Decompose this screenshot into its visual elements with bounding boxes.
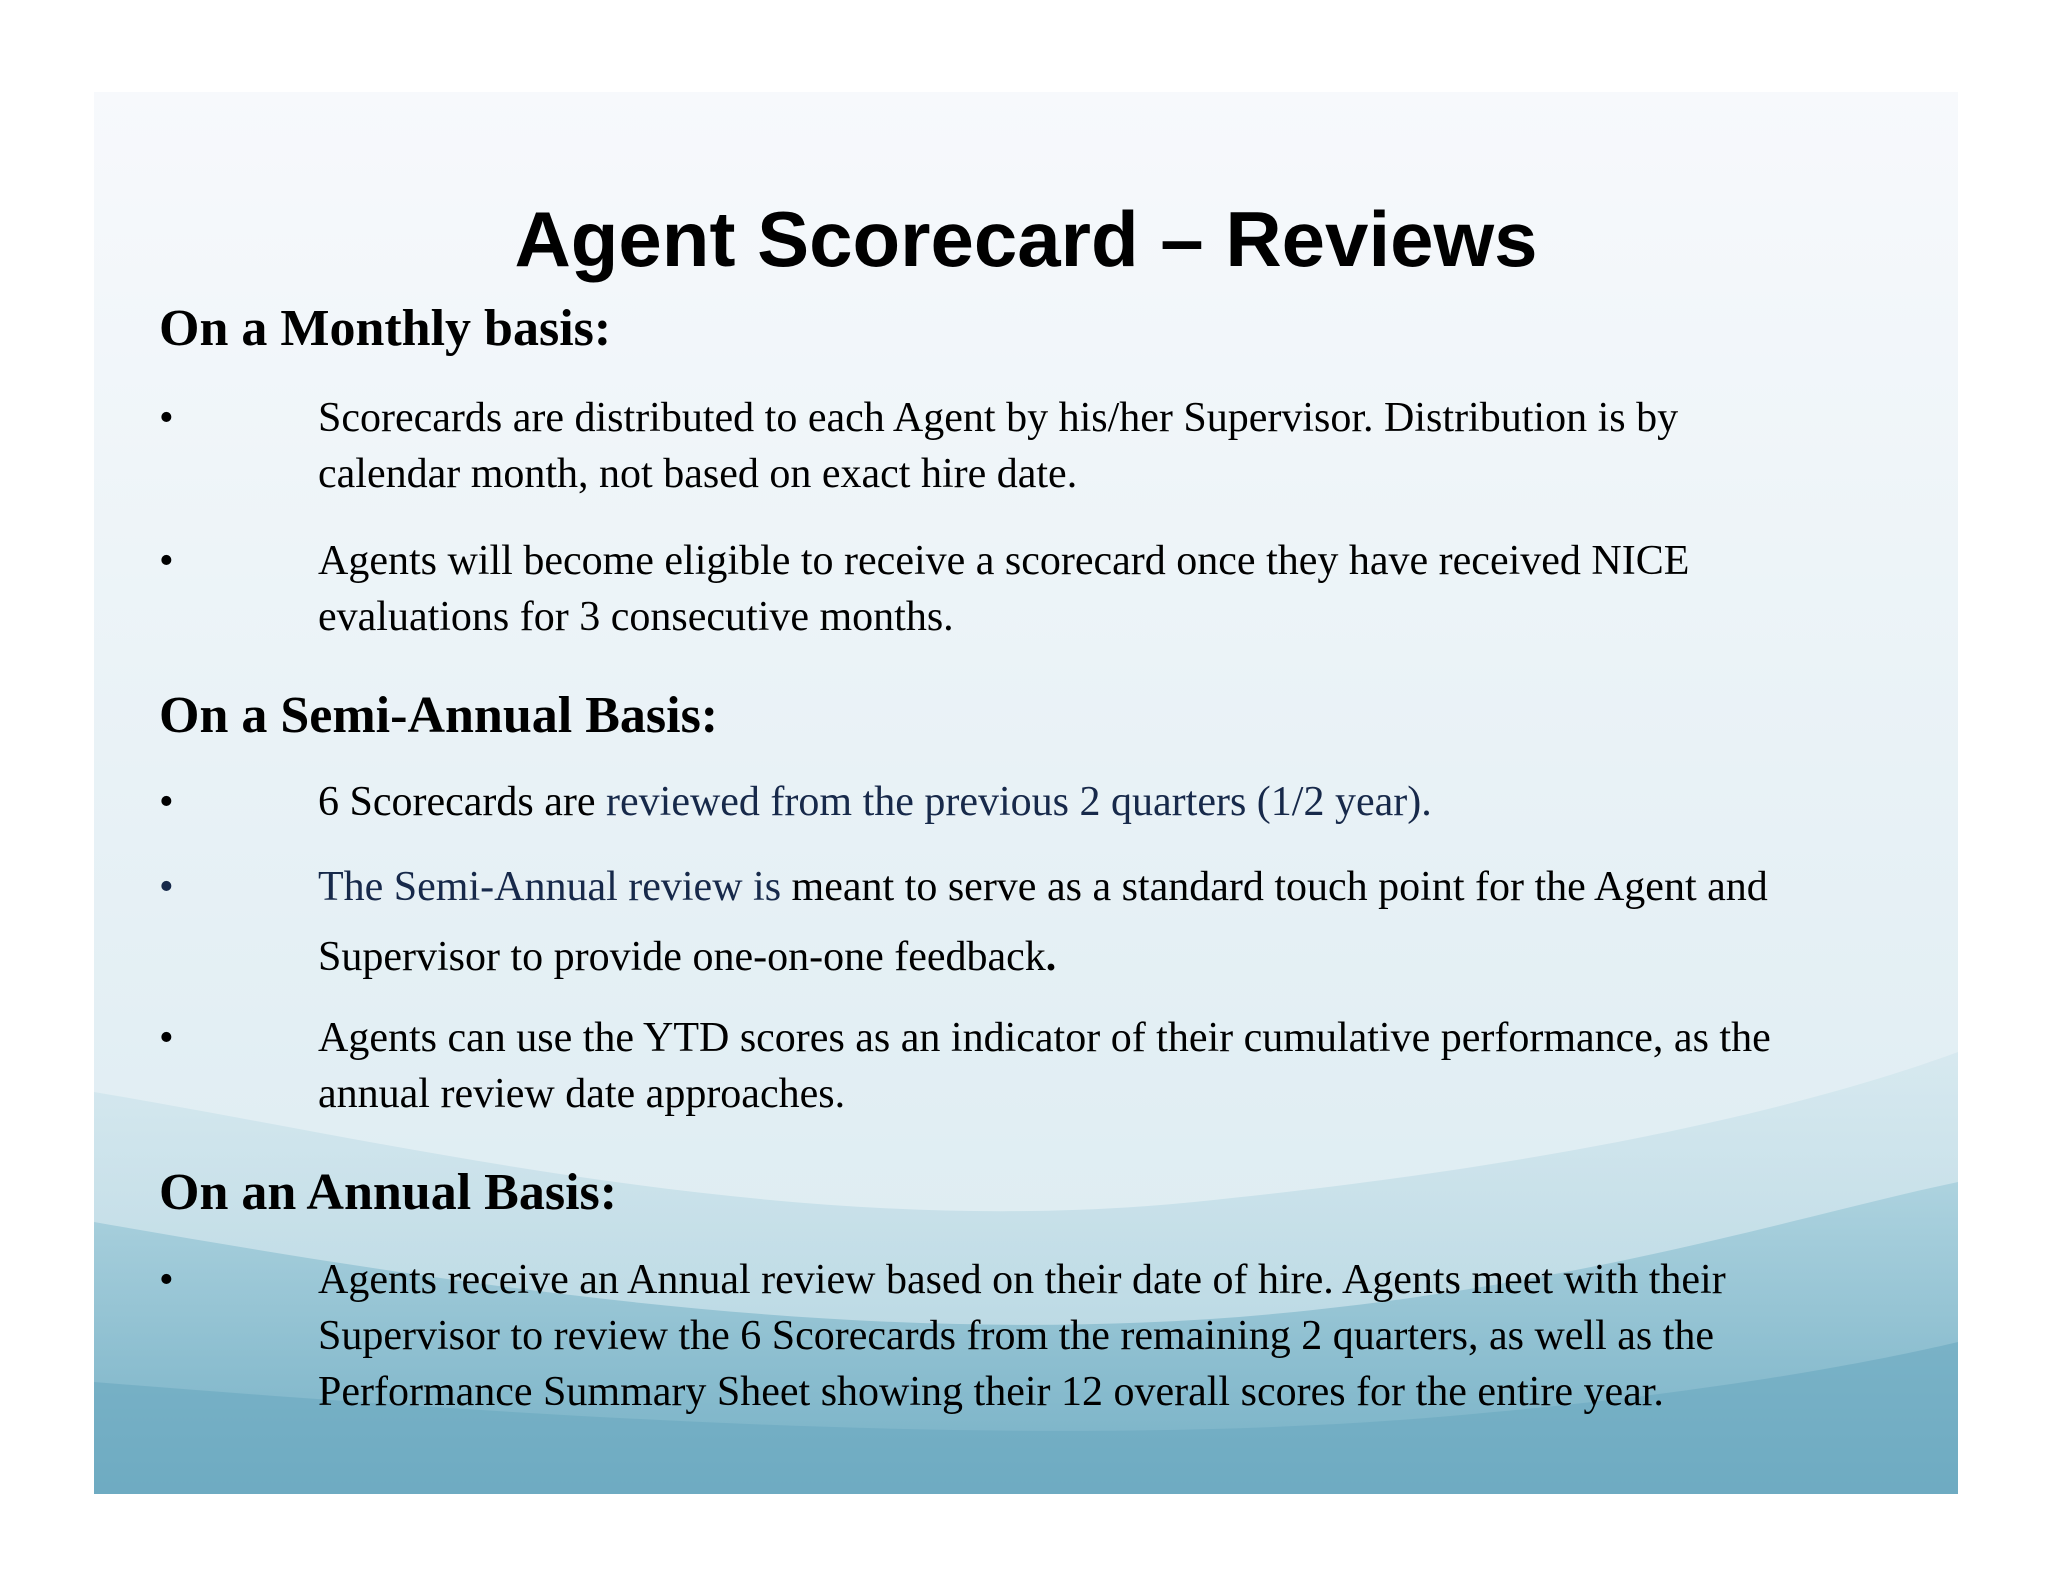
- bullet-marker: •: [159, 1257, 174, 1303]
- bullet-line: evaluations for 3 consecutive months.: [318, 594, 954, 640]
- bullet-line: annual review date approaches.: [318, 1071, 846, 1117]
- bullet-marker: •: [159, 864, 174, 910]
- bullet-line: Agents will become eligible to receive a scorecard once they have received NICE: [318, 538, 1690, 584]
- bullet-marker: •: [159, 779, 174, 825]
- section-heading-annual: On an Annual Basis:: [159, 1164, 618, 1221]
- bullet-line: Agents receive an Annual review based on their date of hire. Agents meet with their: [318, 1257, 1726, 1303]
- bullet-text-part: 6 Scorecards are: [318, 779, 607, 825]
- slide-title: Agent Scorecard – Reviews: [514, 195, 1538, 283]
- bullet-text-part-highlight: reviewed from the previous 2 quarters (1/2 year).: [606, 779, 1432, 825]
- bullet-marker: •: [159, 538, 174, 584]
- slide: [94, 92, 1958, 1494]
- section-heading-monthly: On a Monthly basis:: [159, 300, 612, 357]
- bullet-line: [318, 852, 1938, 922]
- bullet-line: [318, 922, 1938, 992]
- bullet-line: [318, 774, 1938, 830]
- bullet-line: Agents can use the YTD scores as an indicator of their cumulative performance, as the: [318, 1015, 1771, 1061]
- bullet-line: Supervisor to review the 6 Scorecards from the remaining 2 quarters, as well as the: [318, 1313, 1715, 1359]
- bullet-line: calendar month, not based on exact hire date.: [318, 451, 1078, 497]
- section-heading-semi-annual: On a Semi-Annual Basis:: [159, 687, 719, 744]
- bullet-line: Scorecards are distributed to each Agent by his/her Supervisor. Distribution is by: [318, 395, 1679, 441]
- bullet-text-period: .: [1045, 934, 1057, 980]
- bullet-text-part: meant to serve as a standard touch point for the Agent and: [781, 864, 1768, 910]
- bullet-text-part: Supervisor to provide one-on-one feedback: [318, 934, 1046, 980]
- bullet-marker: •: [159, 1015, 174, 1061]
- bullet-line: Performance Summary Sheet showing their 12 overall scores for the entire year.: [318, 1369, 1664, 1415]
- bullet-marker: •: [159, 395, 174, 441]
- bullet-text-part-highlight: The Semi-Annual review is: [318, 864, 782, 910]
